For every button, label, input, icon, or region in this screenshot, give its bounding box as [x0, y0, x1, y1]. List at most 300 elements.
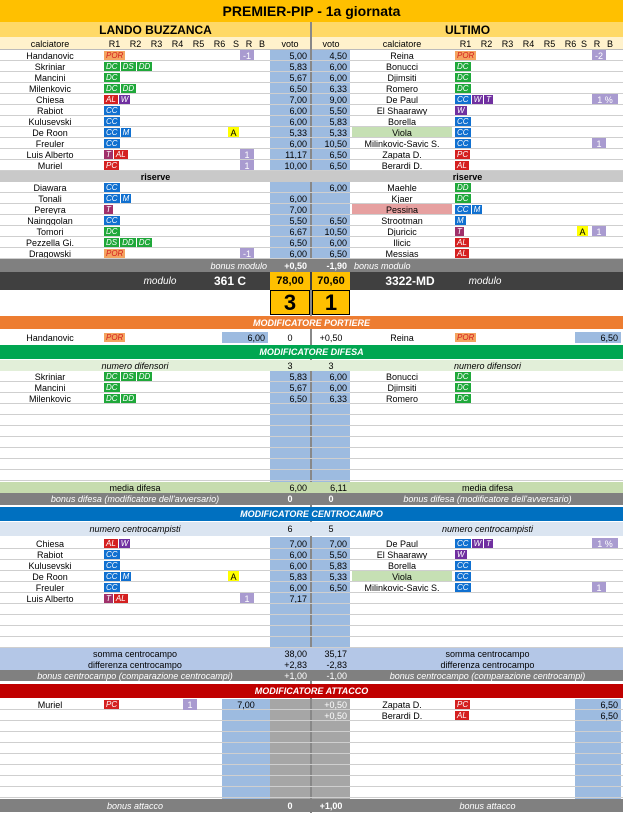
role-tag: CC [457, 95, 469, 104]
header-col: R [245, 38, 253, 49]
bonus-badge: -2 [592, 50, 606, 61]
home-media: 6,00 [289, 482, 307, 493]
role-tag: CC [106, 216, 118, 225]
bonus-badge: 1 [240, 160, 254, 171]
row-divider [0, 480, 623, 481]
player-voto: 5,83 [289, 61, 307, 72]
role-tag: W [120, 539, 129, 548]
player-voto: 5,67 [289, 382, 307, 393]
player-name: Pezzella Gi. [25, 237, 75, 248]
header-col: R6 [213, 38, 226, 49]
away-attacco-bonus: +0,50 [324, 699, 347, 710]
home-goals: 3 [270, 290, 310, 315]
role-tag: DD [122, 84, 135, 93]
home-bonus-difesa: 0 [287, 494, 293, 504]
row-divider [0, 775, 623, 776]
bonus-centrocampo-label: bonus centrocampo (comparazione centrocampi) [37, 670, 233, 681]
role-tag: DS [106, 238, 118, 247]
row-divider [0, 458, 623, 459]
player-name: Mancini [34, 72, 66, 83]
header-col: B [258, 38, 265, 49]
player-name: Milinkovic-Savic S. [364, 582, 440, 593]
role-tag: CC [457, 117, 469, 126]
player-voto: 6,00 [289, 105, 307, 116]
home-bonus-column [270, 699, 310, 799]
attacco-bar: MODIFICATORE ATTACCO [0, 684, 623, 698]
modulo-label: modulo [143, 275, 177, 287]
away-portiere-bonus: +0,50 [319, 332, 343, 343]
row-divider [0, 636, 623, 637]
bonus-attacco-label: bonus attacco [106, 800, 164, 811]
player-name: Djimsiti [387, 382, 417, 393]
player-name: Handanovic [26, 50, 74, 61]
player-name: Milenkovic [28, 83, 71, 94]
away-difesa-count: 3 [328, 360, 334, 371]
player-name: Reina [390, 332, 414, 343]
header-col: R2 [480, 38, 493, 49]
role-tag: CC [106, 561, 118, 570]
differenza-centrocampo-label: differenza centrocampo [88, 659, 182, 670]
role-tag: AL [106, 95, 116, 104]
role-tag: CC [457, 539, 469, 548]
role-tag [455, 332, 477, 343]
header-col: R4 [171, 38, 184, 49]
role-tag: M [122, 128, 130, 137]
role-tag: CC [457, 583, 469, 592]
role-tag: CC [106, 550, 118, 559]
player-name: Tomori [36, 226, 64, 237]
away-attacco-voto: 6,50 [600, 710, 618, 721]
away-attacco-bonus: +0,50 [324, 710, 347, 721]
role-tag: PC [457, 150, 469, 159]
role-tag: CC [106, 106, 118, 115]
role-tag: CC [457, 561, 469, 570]
role-tag: M [457, 216, 464, 225]
row-divider [0, 603, 623, 604]
role-tag: T [457, 227, 462, 236]
player-voto: 6,00 [289, 116, 307, 127]
role-tag: DC [106, 73, 118, 82]
player-voto: 6,00 [329, 371, 347, 382]
differenza-centrocampo-home: +2,83 [284, 659, 307, 670]
differenza-centrocampo-label: differenza centrocampo [440, 659, 535, 670]
player-name: Ilicic [393, 237, 411, 248]
player-name: El Shaarawy [376, 549, 428, 560]
bonus-badge: 1 [592, 582, 606, 593]
player-voto: 6,33 [329, 393, 347, 404]
bonus-centrocampo-label: bonus centrocampo (comparazione centrocampi) [389, 670, 586, 681]
player-voto: 5,67 [289, 72, 307, 83]
row-divider [0, 797, 623, 798]
role-tag: PC [457, 700, 469, 709]
player-name: Romero [385, 83, 418, 94]
away-centrocampo-count: 5 [328, 524, 334, 534]
home-portiere-bonus: 0 [287, 332, 293, 343]
role-tag: DC [457, 194, 469, 203]
header-col: B [606, 38, 613, 49]
player-voto: 10,50 [324, 138, 347, 149]
player-voto: 5,33 [329, 571, 347, 582]
home-attacco-voto: 7,00 [237, 699, 255, 710]
header-col: R6 [564, 38, 577, 49]
role-tag: DC [457, 84, 469, 93]
header-col: R2 [129, 38, 142, 49]
difesa-bar: MODIFICATORE DIFESA [0, 345, 623, 359]
role-tag: W [473, 95, 482, 104]
player-voto: 5,00 [289, 50, 307, 61]
player-name: Borella [387, 116, 416, 127]
role-tag: DC [457, 73, 469, 82]
player-voto: 5,83 [329, 116, 347, 127]
role-tag: DD [457, 183, 469, 192]
player-name: Strootman [381, 215, 423, 226]
row-divider [0, 786, 623, 787]
player-voto: 6,00 [289, 138, 307, 149]
centrocampo-label: numero centrocampisti [89, 524, 181, 534]
player-name: Chiesa [35, 94, 64, 105]
player-voto: 7,17 [289, 593, 307, 604]
role-tag [455, 710, 470, 721]
player-name: Nainggolan [27, 215, 73, 226]
player-voto: 6,50 [329, 160, 347, 171]
role-tag: T [486, 539, 492, 548]
role-tag [455, 699, 471, 710]
row-divider [0, 436, 623, 437]
away-media: 6,11 [330, 482, 347, 493]
modulo-label: modulo [468, 275, 502, 287]
player-voto: 6,00 [289, 560, 307, 571]
role-tag: DS [122, 372, 134, 381]
player-voto: 5,50 [329, 105, 347, 116]
player-name: Muriel [37, 160, 63, 171]
player-name: De Roon [32, 571, 68, 582]
away-bonus-difesa: 0 [328, 494, 334, 504]
player-name: De Paul [385, 538, 419, 549]
captain-badge: A [228, 127, 239, 138]
role-tag: AL [106, 539, 116, 548]
player-name: Skriniar [34, 61, 66, 72]
player-voto: 6,67 [289, 226, 307, 237]
role-tag: DC [457, 62, 469, 71]
bonus-centrocampo-away: -1,00 [326, 670, 347, 681]
player-name: Pereyra [34, 204, 66, 215]
role-tag: W [473, 539, 482, 548]
player-voto: 5,50 [329, 549, 347, 560]
player-name: Rabiot [36, 105, 63, 116]
home-bonus-modulo: +0,50 [284, 260, 307, 271]
header-col: R5 [543, 38, 556, 49]
player-name: Muriel [37, 699, 63, 710]
role-tag: CC [457, 128, 469, 137]
player-name: De Roon [32, 127, 68, 138]
role-tag: CC [106, 139, 118, 148]
player-voto: 5,33 [329, 127, 347, 138]
captain-badge: A [228, 571, 239, 582]
header-col: R3 [501, 38, 514, 49]
player-name: Luis Alberto [26, 593, 74, 604]
player-voto: 6,00 [329, 72, 347, 83]
role-tag: CC [106, 583, 118, 592]
row-divider [0, 731, 623, 732]
bonus-badge: -1 [240, 248, 254, 259]
bonus-badge: 1 [240, 149, 254, 160]
bonus-modulo-label: bonus modulo [354, 260, 411, 271]
player-voto: 5,83 [289, 571, 307, 582]
player-name: Freuler [35, 138, 65, 149]
role-tag: W [457, 550, 465, 559]
player-name: Borella [387, 560, 416, 571]
role-tag: CC [106, 194, 118, 203]
player-name: Reina [390, 50, 414, 61]
role-tag: POR [106, 333, 124, 342]
header-col: R [593, 38, 601, 49]
somma-centrocampo-label: somma centrocampo [445, 648, 530, 659]
media-label: media difesa [109, 482, 161, 493]
role-tag: AL [115, 150, 126, 159]
player-voto: 6,50 [329, 149, 347, 160]
player-name: El Shaarawy [376, 105, 428, 116]
header-col: S [580, 38, 587, 49]
row-divider [0, 614, 623, 615]
home-team-name: LANDO BUZZANCA [99, 22, 212, 37]
role-tag: DC [106, 394, 118, 403]
captain-badge: A [577, 226, 588, 237]
role-tag: AL [457, 161, 467, 170]
player-voto: 6,00 [289, 549, 307, 560]
header-col: R1 [108, 38, 121, 49]
role-tag: DC [106, 62, 118, 71]
role-tag: POR [106, 249, 124, 258]
header-voto: voto [322, 38, 340, 49]
player-voto: 7,00 [329, 538, 347, 549]
bonus-modulo-label: bonus modulo [210, 260, 267, 271]
player-name: Djuricic [387, 226, 417, 237]
role-tag: AL [115, 594, 126, 603]
player-voto: 6,00 [289, 248, 307, 259]
player-voto: 6,00 [289, 193, 307, 204]
player-name: Berardi D. [381, 710, 423, 721]
player-name: Kjaer [391, 193, 413, 204]
role-tag: CC [457, 139, 469, 148]
player-name: Luis Alberto [26, 149, 74, 160]
role-tag: T [106, 150, 111, 159]
role-tag: PC [106, 700, 118, 709]
home-centrocampo-count: 6 [287, 524, 293, 534]
bonus-badge: 1 [592, 226, 606, 237]
bonus-centrocampo-home: +1,00 [284, 670, 307, 681]
centrocampo-label: numero centrocampisti [441, 524, 534, 534]
bonus-difesa-label: bonus difesa (modificatore dell'avversario) [403, 494, 572, 504]
player-name: Mancini [34, 382, 66, 393]
away-attacco-voto: 6,50 [600, 699, 618, 710]
reserves-label: riserve [140, 171, 171, 182]
row-divider [0, 469, 623, 470]
player-name: Skriniar [34, 371, 66, 382]
player-name: Tonali [38, 193, 62, 204]
role-tag: CC [106, 128, 118, 137]
bonus-badge: 1 % [592, 538, 618, 549]
row-divider [0, 625, 623, 626]
bonus-badge: 1 [240, 593, 254, 604]
home-modulo: 361 C [213, 274, 247, 288]
role-tag: T [106, 205, 111, 214]
player-name: Zapata D. [382, 149, 422, 160]
role-tag: DC [457, 372, 469, 381]
away-goals: 1 [312, 290, 350, 315]
player-voto: 7,00 [289, 204, 307, 215]
header-col: S [232, 38, 239, 49]
differenza-centrocampo-away: -2,83 [326, 659, 347, 670]
player-name: Milinkovic-Savic S. [364, 138, 440, 149]
player-voto: 10,50 [324, 226, 347, 237]
player-voto: 6,50 [329, 582, 347, 593]
bonus-badge: 1 [183, 699, 197, 710]
player-voto: 7,00 [289, 538, 307, 549]
reserves-label: riserve [452, 171, 483, 182]
player-voto: 10,00 [284, 160, 307, 171]
role-tag: DC [106, 227, 118, 236]
player-name: Handanovic [26, 332, 74, 343]
player-voto: 6,33 [329, 83, 347, 94]
player-voto: 6,00 [329, 382, 347, 393]
difesa-label: numero difensori [453, 360, 522, 371]
role-tag: DC [106, 84, 118, 93]
away-team-name: ULTIMO [444, 22, 491, 37]
bonus-badge: -1 [240, 50, 254, 61]
header-col: R5 [192, 38, 205, 49]
role-tag: CC [106, 117, 118, 126]
player-name: Milenkovic [28, 393, 71, 404]
player-voto: 5,50 [289, 215, 307, 226]
role-tag: POR [457, 51, 475, 60]
player-voto: 6,00 [289, 582, 307, 593]
role-tag: T [486, 95, 492, 104]
player-name: Djimsiti [387, 72, 417, 83]
role-tag: DC [138, 238, 151, 247]
header-col: R3 [150, 38, 163, 49]
player-name: Viola [352, 571, 452, 582]
player-name: De Paul [385, 94, 419, 105]
home-total: 78,00 [270, 272, 310, 290]
somma-centrocampo-home: 38,00 [284, 648, 307, 659]
player-voto: 5,33 [289, 127, 307, 138]
player-name: Romero [385, 393, 418, 404]
role-tag: W [120, 95, 129, 104]
role-tag: PC [106, 161, 118, 170]
away-portiere-voto: 6,50 [575, 332, 621, 343]
player-name: Kulusevski [28, 560, 72, 571]
header-col: R4 [522, 38, 535, 49]
role-tag: DC [106, 372, 118, 381]
role-tag: DS [122, 62, 134, 71]
role-tag: CC [457, 572, 469, 581]
away-bonus-modulo: -1,90 [326, 260, 347, 271]
player-voto: 6,00 [329, 237, 347, 248]
bonus-difesa-label: bonus difesa (modificatore dell'avversario) [50, 494, 220, 504]
centrocampo-bar: MODIFICATORE CENTROCAMPO [0, 507, 623, 521]
bonus-badge: 1 % [592, 94, 618, 105]
media-label: media difesa [461, 482, 514, 493]
role-tag: CC [106, 572, 118, 581]
player-name: Rabiot [36, 549, 63, 560]
home-bonus-attacco: 0 [287, 800, 293, 811]
player-name: Berardi D. [381, 160, 423, 171]
role-tag: POR [457, 333, 475, 342]
role-tag: M [473, 205, 481, 214]
player-name: Chiesa [35, 538, 64, 549]
home-difesa-count: 3 [287, 360, 293, 371]
away-total: 70,60 [312, 272, 350, 290]
page-title: PREMIER-PIP - 1a giornata [0, 0, 623, 22]
row-divider [0, 764, 623, 765]
role-tag: AL [457, 238, 467, 247]
role-tag: POR [106, 51, 124, 60]
row-divider [0, 425, 623, 426]
role-tag: M [122, 572, 130, 581]
player-name: Pessina [352, 204, 452, 215]
player-name: Kulusevski [28, 116, 72, 127]
portiere-bar: MODIFICATORE PORTIERE [0, 316, 623, 329]
player-name: Maehle [387, 182, 417, 193]
row-divider [0, 403, 623, 404]
player-voto: 6,50 [289, 237, 307, 248]
row-divider [0, 414, 623, 415]
header-voto: voto [281, 38, 299, 49]
role-tag [104, 332, 126, 343]
row-divider [0, 447, 623, 448]
player-voto: 7,00 [289, 94, 307, 105]
player-name: Freuler [35, 582, 65, 593]
row-divider [0, 742, 623, 743]
somma-centrocampo-label: somma centrocampo [92, 648, 178, 659]
role-tag: DD [122, 238, 134, 247]
player-voto: 6,50 [289, 393, 307, 404]
row-divider [0, 753, 623, 754]
player-voto: 6,00 [329, 182, 347, 193]
player-name: Zapata D. [382, 699, 422, 710]
role-tag: M [122, 194, 130, 203]
bonus-attacco-label: bonus attacco [459, 800, 516, 811]
player-name: Viola [352, 127, 452, 138]
player-name: Bonucci [385, 61, 419, 72]
role-tag: AL [457, 711, 467, 720]
home-voto-column [222, 699, 270, 799]
player-voto: 5,83 [329, 560, 347, 571]
header-calciatore: calciatore [30, 38, 70, 49]
player-voto: 9,00 [329, 94, 347, 105]
role-tag: DC [106, 383, 118, 392]
player-voto: 6,50 [289, 83, 307, 94]
role-tag: DD [138, 372, 151, 381]
role-tag: DC [457, 394, 469, 403]
player-name: Diawara [33, 182, 67, 193]
home-portiere-voto: 6,00 [222, 332, 268, 343]
role-tag: AL [457, 249, 467, 258]
role-tag: DD [122, 394, 135, 403]
role-tag: T [106, 594, 111, 603]
role-tag: CC [106, 183, 118, 192]
role-tag: DC [457, 383, 469, 392]
away-modulo: 3322-MD [385, 274, 435, 288]
role-tag: W [457, 106, 465, 115]
header-col: R1 [459, 38, 472, 49]
player-name: Bonucci [385, 371, 419, 382]
player-name: Messias [385, 248, 419, 259]
somma-centrocampo-away: 35,17 [324, 648, 347, 659]
player-voto: 5,83 [289, 371, 307, 382]
difesa-label: numero difensori [101, 360, 169, 371]
player-voto: 6,50 [329, 215, 347, 226]
